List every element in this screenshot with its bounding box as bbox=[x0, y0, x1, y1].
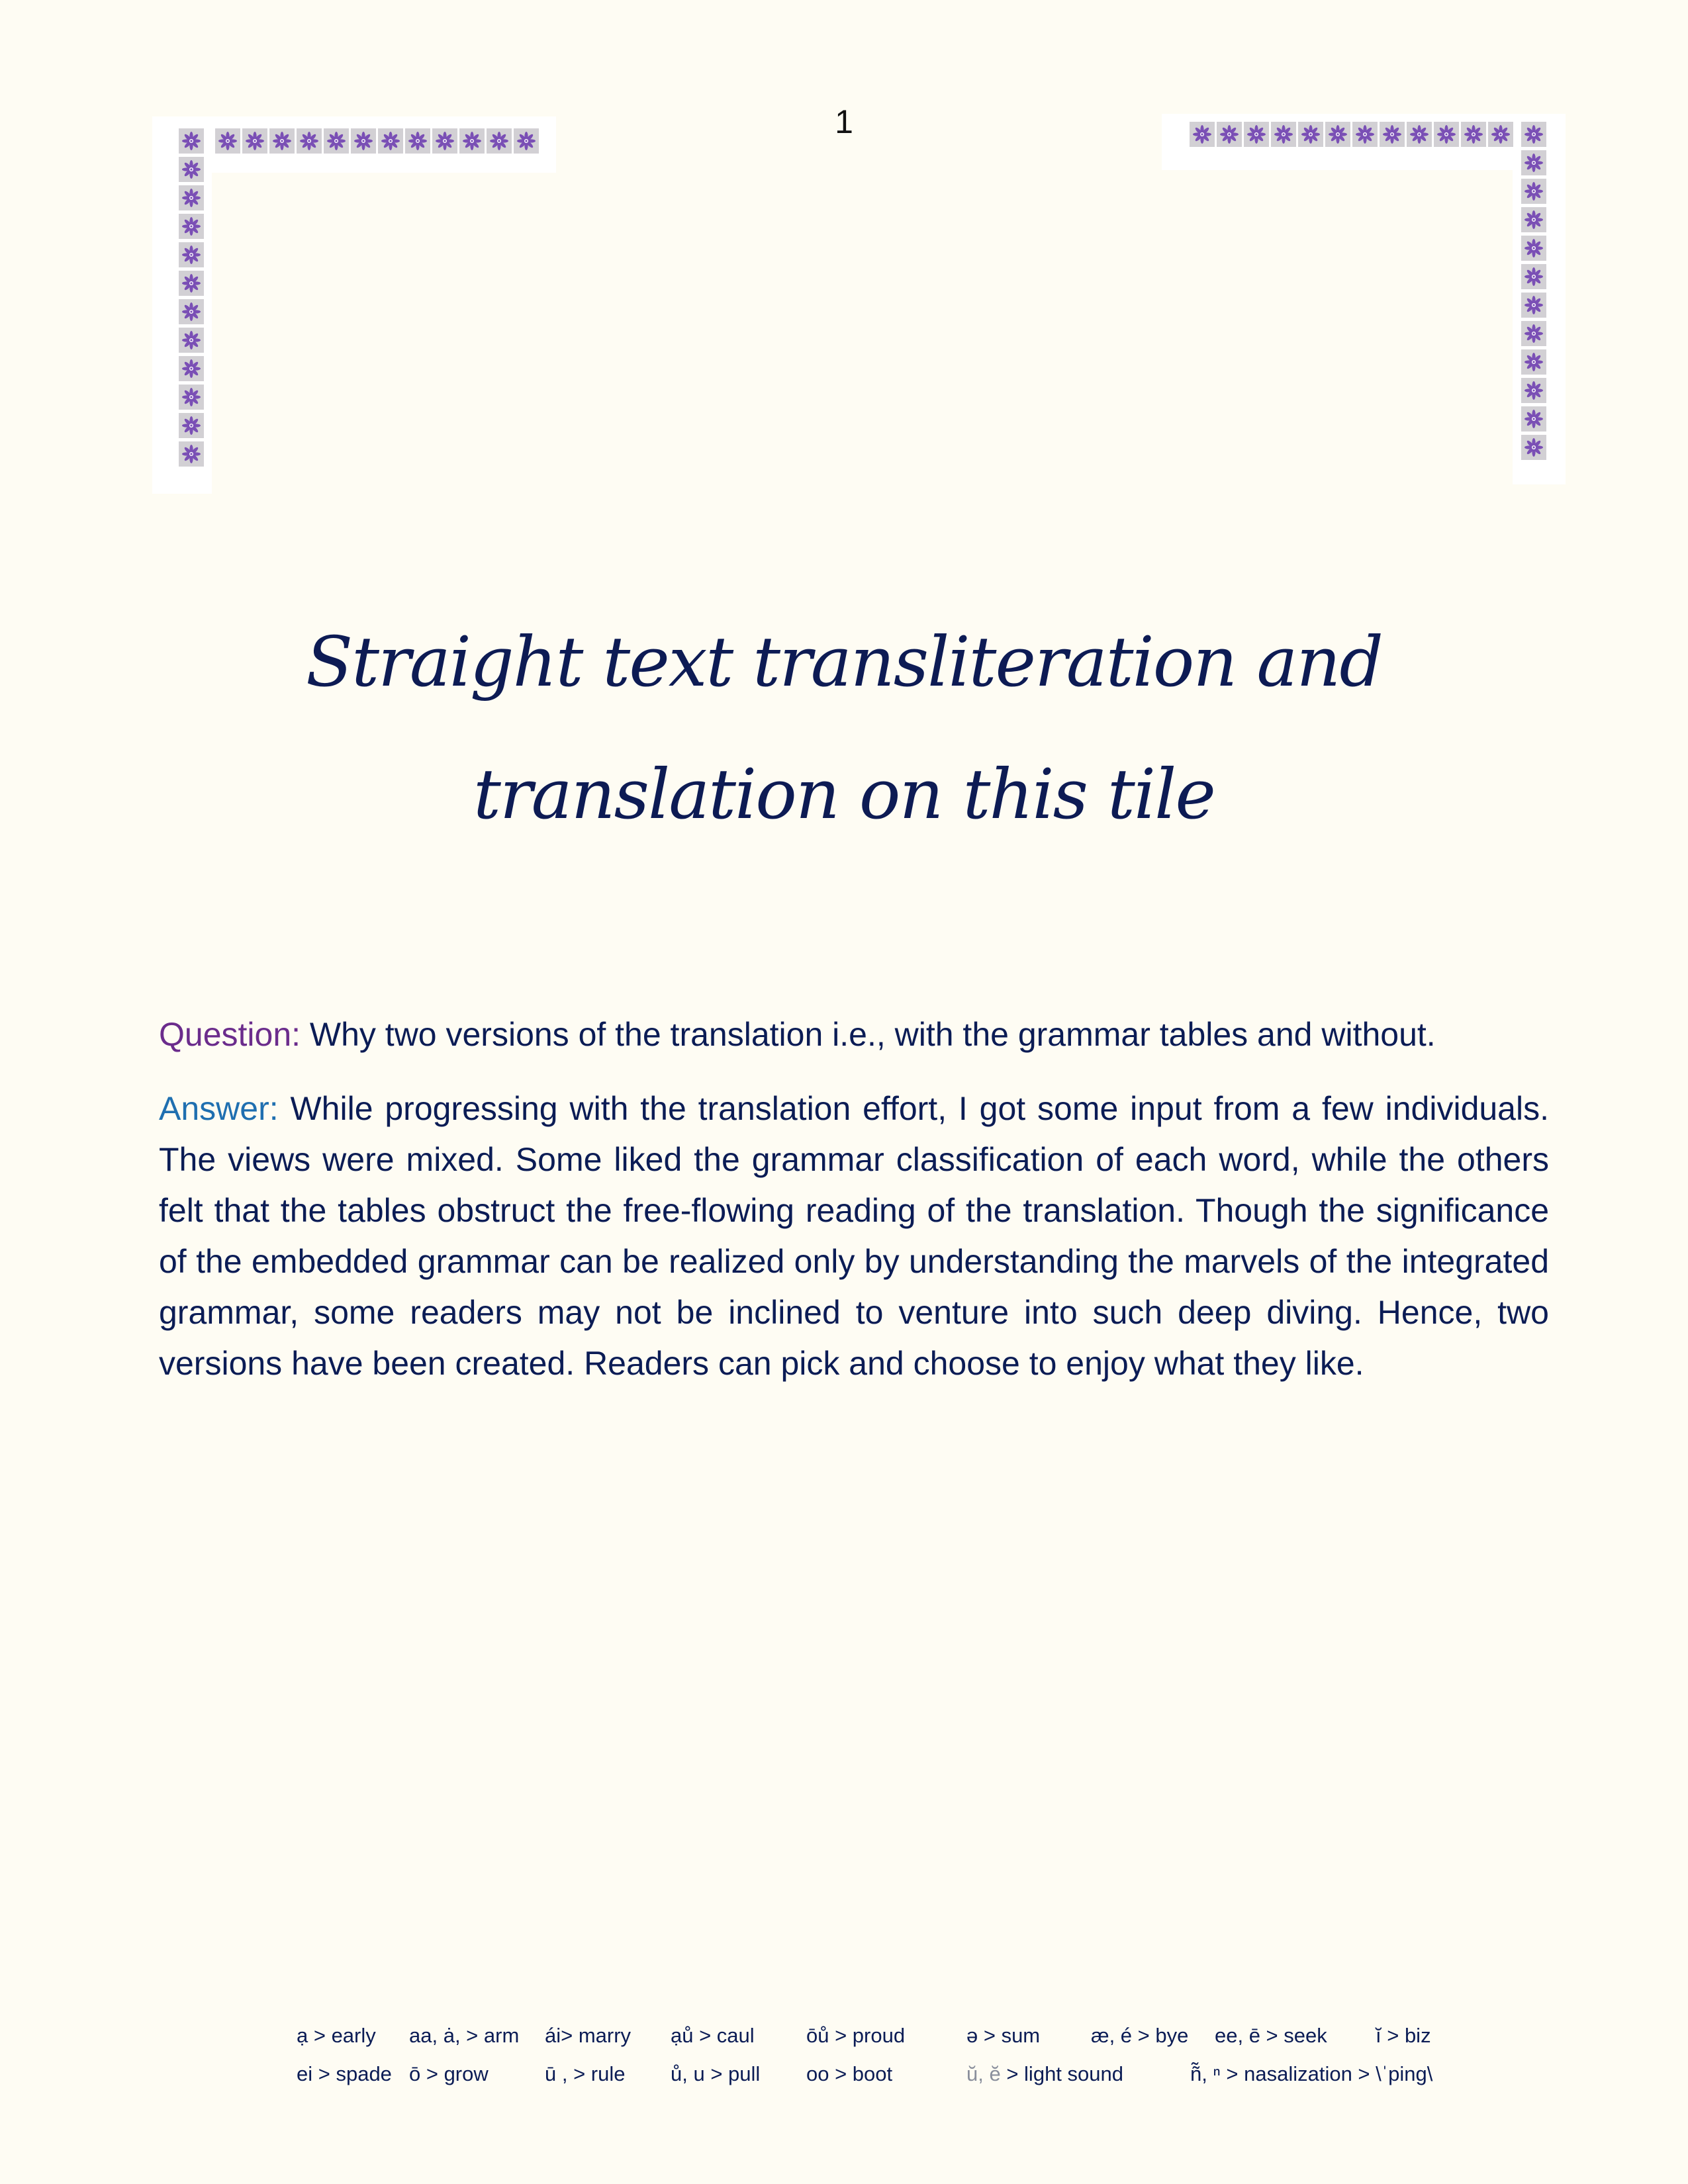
flower-tile-icon bbox=[179, 385, 204, 410]
flower-tile-icon bbox=[297, 128, 322, 154]
flower-tile-icon bbox=[179, 299, 204, 324]
legend-light-text: > light sound bbox=[1000, 2062, 1123, 2085]
flower-tile-icon bbox=[514, 128, 539, 154]
flower-tile-icon bbox=[179, 413, 204, 438]
flower-tile-icon bbox=[242, 128, 267, 154]
flower-tile-icon bbox=[432, 128, 457, 154]
question-text: Why two versions of the translation i.e., with the grammar tables and without. bbox=[301, 1016, 1436, 1053]
legend-item: ạ > early bbox=[297, 2024, 376, 2047]
legend-light-symbols: ŭ, ĕ bbox=[966, 2062, 1001, 2085]
flower-tile-icon bbox=[179, 157, 204, 182]
flower-tile-icon bbox=[1190, 122, 1215, 147]
legend-item-light-sound bbox=[966, 2062, 1123, 2086]
legend-item: ái> marry bbox=[545, 2024, 632, 2047]
flower-tile-icon bbox=[1521, 150, 1546, 175]
flower-tile-icon bbox=[179, 214, 204, 239]
legend-row-2 bbox=[291, 2062, 1483, 2101]
flower-tile-icon bbox=[1521, 321, 1546, 346]
flower-tile-icon bbox=[179, 328, 204, 353]
flower-tile-icon bbox=[1271, 122, 1296, 147]
flower-tile-icon bbox=[487, 128, 512, 154]
flower-tile-icon bbox=[1298, 122, 1323, 147]
legend-item-nasalization: ñ̃, ⁿ > nasalization > \ˈping\ bbox=[1190, 2062, 1433, 2085]
flower-tile-icon bbox=[1521, 349, 1546, 375]
legend-item: ə > sum bbox=[966, 2024, 1041, 2047]
flower-tile-icon bbox=[179, 185, 204, 210]
pronunciation-legend bbox=[291, 2024, 1483, 2101]
legend-item: ee, ē > seek bbox=[1215, 2024, 1327, 2047]
answer-text: While progressing with the translation effort, I got some input from a few individuals. The views were mixed. Some liked the grammar classification of each word, while the others felt that the tables obstruct the free-flowing reading of the translation. Though the significance of the embedded grammar can be realized only by understanding the marvels of the integrated grammar, some readers may not be inclined to venture into such deep diving. Hence, two versions have been created. Readers can pick and choose to enjoy what they like. bbox=[159, 1090, 1549, 1382]
flower-tile-icon bbox=[1461, 122, 1486, 147]
page-title: Straight text transliteration and translation on this tile bbox=[306, 621, 1382, 835]
flower-tile-icon bbox=[1521, 236, 1546, 261]
flower-tile-icon bbox=[1352, 122, 1378, 147]
page-number: 1 bbox=[835, 103, 853, 140]
flower-tile-icon bbox=[1521, 293, 1546, 318]
legend-row-1 bbox=[291, 2024, 1483, 2062]
legend-item: ů, u > pull bbox=[671, 2062, 761, 2085]
legend-item: ū , > rule bbox=[545, 2062, 626, 2085]
flower-tile-icon bbox=[1244, 122, 1269, 147]
flower-tile-icon bbox=[1521, 378, 1546, 403]
legend-item: oo > boot bbox=[806, 2062, 893, 2085]
flower-tile-icon bbox=[179, 242, 204, 267]
legend-item: aa, ȧ, > arm bbox=[409, 2024, 520, 2047]
flower-tile-icon bbox=[179, 128, 204, 154]
answer-label: Answer: bbox=[159, 1090, 279, 1127]
flower-tile-icon bbox=[351, 128, 376, 154]
flower-tile-icon bbox=[215, 128, 240, 154]
flower-tile-icon bbox=[179, 271, 204, 296]
legend-item: ōů > proud bbox=[806, 2024, 906, 2047]
legend-item: ei > spade bbox=[297, 2062, 392, 2085]
answer-paragraph bbox=[159, 1083, 1549, 1389]
flower-tile-icon bbox=[1521, 435, 1546, 460]
flower-tile-icon bbox=[459, 128, 485, 154]
flower-tile-icon bbox=[179, 356, 204, 381]
legend-item: æ, é > bye bbox=[1091, 2024, 1189, 2047]
legend-item: ĭ > biz bbox=[1376, 2024, 1431, 2047]
flower-tile-icon bbox=[1521, 264, 1546, 289]
flower-tile-icon bbox=[1521, 406, 1546, 432]
flower-tile-icon bbox=[1217, 122, 1242, 147]
flower-tile-icon bbox=[405, 128, 430, 154]
flower-tile-icon bbox=[269, 128, 295, 154]
question-paragraph bbox=[159, 1009, 1549, 1060]
flower-tile-icon bbox=[1521, 179, 1546, 204]
flower-tile-icon bbox=[1488, 122, 1513, 147]
legend-item: ạů > caul bbox=[671, 2024, 755, 2047]
flower-tile-icon bbox=[1325, 122, 1350, 147]
flower-tile-icon bbox=[378, 128, 403, 154]
flower-tile-icon bbox=[179, 441, 204, 467]
flower-tile-icon bbox=[1434, 122, 1459, 147]
flower-tile-icon bbox=[324, 128, 349, 154]
legend-item: ō > grow bbox=[409, 2062, 489, 2085]
flower-tile-icon bbox=[1380, 122, 1405, 147]
flower-tile-icon bbox=[1407, 122, 1432, 147]
flower-tile-icon bbox=[1521, 207, 1546, 232]
flower-tile-icon bbox=[1521, 122, 1546, 147]
question-label: Question: bbox=[159, 1016, 301, 1053]
